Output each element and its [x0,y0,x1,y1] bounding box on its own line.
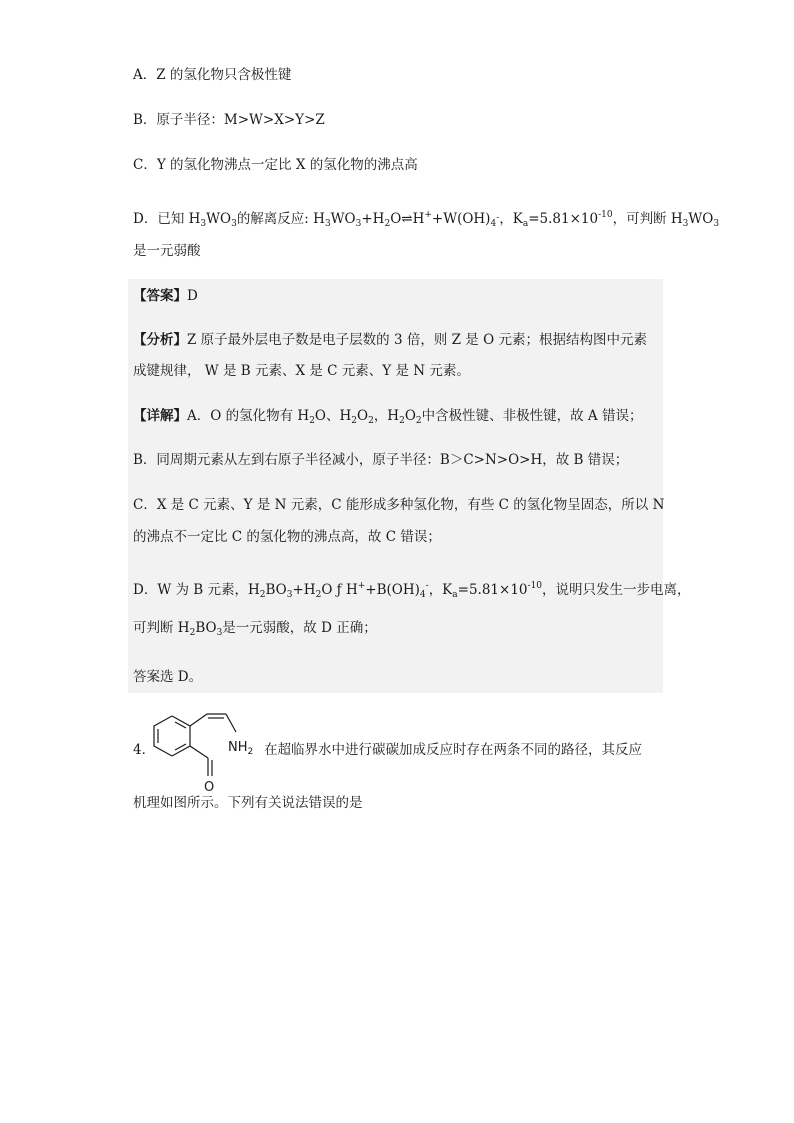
benzene-ring [154,716,190,756]
detail-c-1: C．X 是 C 元素、Y 是 N 元素，C 能形成多种氢化物，有些 C 的氢化物呈固态，所以 N [133,497,665,513]
detail-a: 【详解】A．O 的氢化物有 $H_2O$、$H_2O_2$，$H_2O_2$中含极性键、非极性键，故 A 错误； [133,408,643,426]
answer-conclusion: 答案选 D。 [133,669,203,685]
detail-d-2: 可判断 $H_2BO_3$是一元弱酸，故 D 正确； [133,620,377,638]
analysis-line-2: 成键规律， W 是 B 元素、X 是 C 元素、Y 是 N 元素。 [133,363,470,379]
question-number: 4． [133,742,156,758]
option-c: C．Y 的氢化物沸点一定比 X 的氢化物的沸点高 [133,157,418,173]
detail-d-1: D．W 为 B 元素，$H_2BO_3+H_2O$ ƒ $H^++B(OH)_4^-$，$K_a=5.81\times 10^{-10}$，说明只发生一步电离， [133,581,691,600]
question4-text-2: 机理如图所示。下列有关说法错误的是 [133,795,363,811]
oxygen-label: O [204,780,215,795]
analysis-line-1: 【分析】Z 原子最外层电子数是电子层数的 3 倍，则 Z 是 O 元素；根据结构图中元素 [133,332,647,348]
answer-line: 【答案】D [133,288,198,304]
option-d-continuation: 是一元弱酸 [133,243,201,259]
nh2-label: $NH_2$ [228,740,254,757]
detail-b: B．同周期元素从左到右原子半径减小，原子半径：B＞C>N>O>H，故 B 错误； [133,452,629,468]
chemical-structure-diagram [152,708,262,796]
option-a: A．Z 的氢化物只含极性键 [133,67,292,83]
aldehyde-group [190,746,212,776]
detail-c-2: 的沸点不一定比 C 的氢化物的沸点高，故 C 错误； [133,529,441,545]
vinyl-chain [190,714,236,732]
option-d: D．已知 $H_3WO_3$的解离反应: $H_3WO_3+H_2O\rightleftharpoons H^++W(OH)_{4^-}$，$K_a=5.81\times 10^{-10}$，可判断 $H_3WO_3$ [133,210,720,229]
option-b: B．原子半径：M>W>X>Y>Z [133,112,325,128]
question4-text-1: 在超临界水中进行碳碳加成反应时存在两条不同的路径，其反应 [264,742,642,758]
